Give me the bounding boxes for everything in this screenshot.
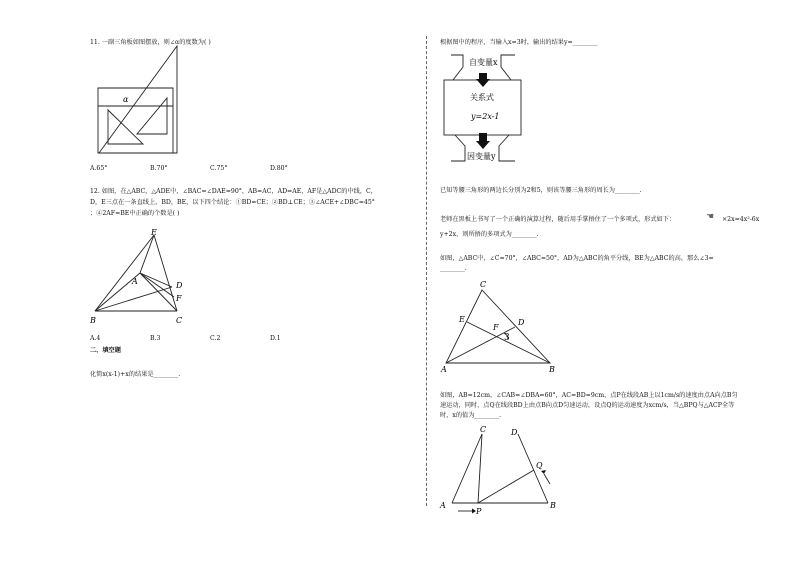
q18-label-b: B <box>550 501 556 510</box>
q18-label-a: A <box>440 501 446 510</box>
column-divider <box>426 36 427 506</box>
q12-label-e: E <box>151 228 157 237</box>
q12-option-d: D.1 <box>270 335 281 342</box>
q12-line1: 12. 如图，在△ABC，△ADE中，∠BAC=∠DAE=90°，AB=AC，AD=AE，AF是△ADC的中线，C， <box>90 188 377 195</box>
q12-line2: D，E三点在一条直线上，BD，BE，以下四个结论：①BD=CE；②BD⊥CE；③∠ACE+∠DBC=45° <box>90 199 375 206</box>
q14-stem: 根据图中的程序，当输入x=3时，输出的结果y=________ <box>440 39 598 46</box>
q16-formula: ×2x=4x²-6x <box>722 216 760 223</box>
q13-text: 化简x(x-1)+x的结果是________. <box>90 371 181 378</box>
q17-angle-3-label: 3 <box>504 333 510 343</box>
q11-set-squares-figure <box>95 46 185 158</box>
q14-box-line2: y=2x-1 <box>471 112 500 121</box>
q11-option-b: B.70° <box>150 165 168 172</box>
q14-input-label: 自变量x <box>469 58 498 67</box>
q17-triangle-figure <box>438 276 558 376</box>
q17-label-b: B <box>549 365 555 374</box>
q15-text: 已知等腰三角形的两边长分别为2和5，则该等腰三角形的周长为________. <box>440 187 642 194</box>
q17-label-f: F <box>493 323 499 332</box>
q12-option-a: A.4 <box>90 335 101 342</box>
q12-label-c: C <box>176 316 183 325</box>
q12-triangles-figure <box>88 225 198 330</box>
q17-label-c: C <box>480 280 487 289</box>
q12-label-b: B <box>90 316 96 325</box>
alpha-label: α <box>123 95 129 104</box>
q17-line2: ________. <box>440 265 467 272</box>
q12-option-b: B.3 <box>150 335 161 342</box>
hand-palm-icon: ☚ <box>706 212 715 222</box>
q12-option-c: C.2 <box>210 335 221 342</box>
q18-line1: 如图，AB=12cm，∠CAB=∠DBA=60°，AC=BD=9cm，点P在线段AB上以1cm/s的速度由点A向点B匀 <box>440 392 738 399</box>
q14-output-label: 因变量y <box>467 152 496 161</box>
q17-label-d: D <box>518 318 525 327</box>
q18-label-c: C <box>480 425 487 434</box>
q16-line2: y+2x，则所捂的多项式为________. <box>440 231 539 238</box>
q11-option-c: C.75° <box>210 165 228 172</box>
q18-label-p: P <box>476 507 482 516</box>
q17-label-a: A <box>441 365 447 374</box>
q14-box-line1: 关系式 <box>470 93 494 102</box>
q12-line3: ；④2AF=BE中正确的个数是( ) <box>90 210 180 217</box>
q12-label-d: D <box>176 281 183 290</box>
q11-stem: 11. 一副三角板如图摆放，则∠α的度数为( ) <box>90 39 211 46</box>
q18-moving-points-figure <box>438 424 568 519</box>
q12-label-a: A <box>132 277 138 286</box>
q14-program-flow-figure <box>443 53 523 168</box>
q17-line1: 如图，△ABC中，∠C=70°，∠ABC=50°，AD为△ABC的角平分线，BE为△ABC的高，那么∠3= <box>440 255 714 262</box>
section-fill-in-heading: 二、填空题 <box>90 347 121 354</box>
q16-line1: 老师在黑板上书写了一个正确的演算过程，随后用手掌捂住了一个多项式，形式如下： <box>440 216 676 223</box>
q18-label-d: D <box>511 428 518 437</box>
q11-option-a: A.65° <box>90 165 108 172</box>
q18-label-q: Q <box>536 461 543 470</box>
q17-label-e: E <box>459 315 465 324</box>
q11-option-d: D.80° <box>270 165 288 172</box>
q18-line2: 速运动，同时，点Q在线段BD上由点B向点D匀速运动，设点Q的运动速度为xcm/s，当△BPQ与△ACP全等 <box>440 402 735 409</box>
q18-line3: 时，x的值为________. <box>440 412 502 419</box>
q12-label-f: F <box>176 294 182 303</box>
